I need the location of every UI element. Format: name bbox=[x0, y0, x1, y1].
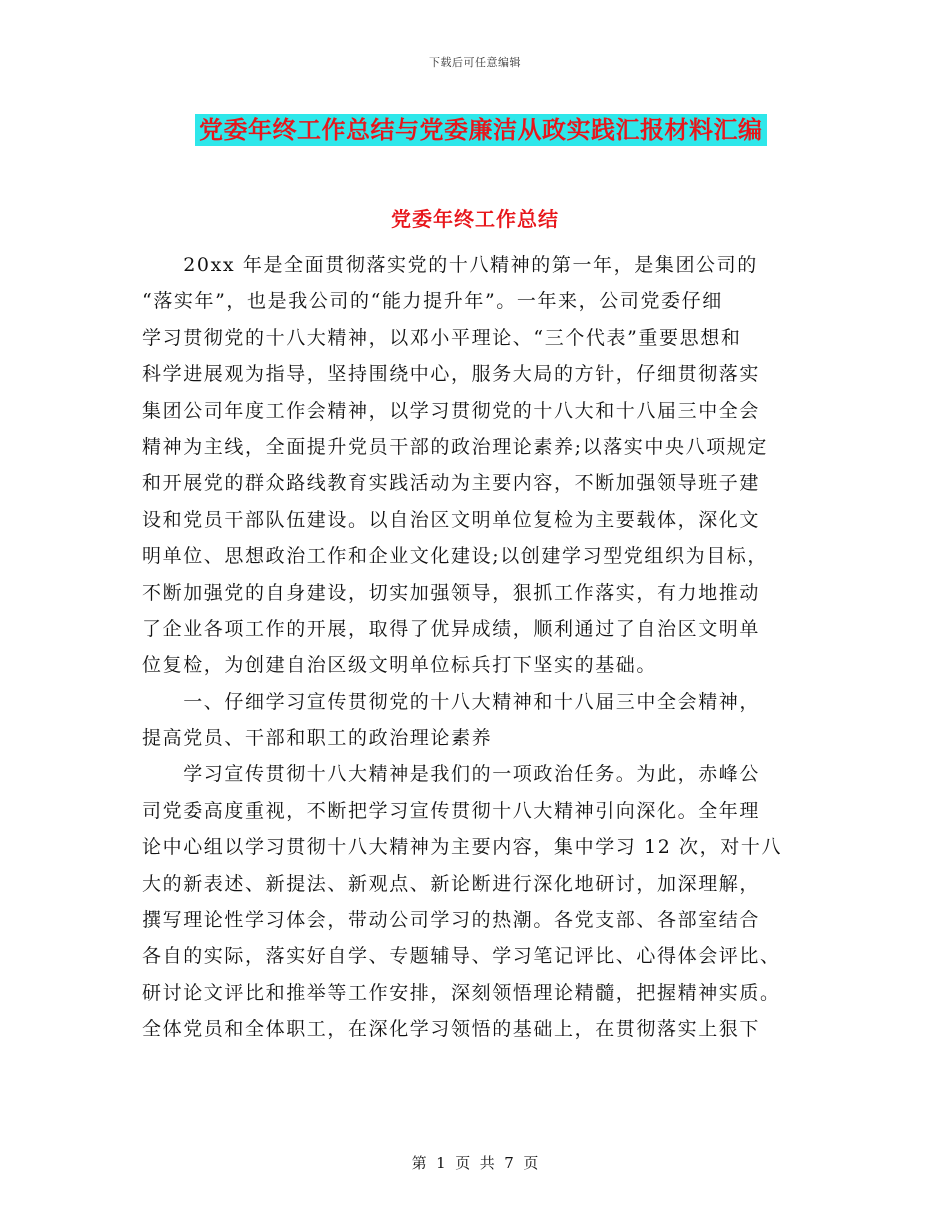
body-line: 了企业各项工作的开展，取得了优异成绩，顺利通过了自治区文明单 bbox=[142, 617, 761, 640]
body-line: 研讨论文评比和推举等工作安排，深刻领悟理论精髓，把握精神实质。 bbox=[142, 981, 781, 1004]
body-line: 和开展党的群众路线教育实践活动为主要内容，不断加强领导班子建 bbox=[142, 472, 761, 495]
body-line: 学习宣传贯彻十八大精神是我们的一项政治任务。为此，赤峰公 bbox=[142, 763, 761, 786]
body-line: 明单位、思想政治工作和企业文化建设;以创建学习型党组织为目标， bbox=[142, 545, 769, 568]
body-line: 全体党员和全体职工，在深化学习领悟的基础上，在贯彻落实上狠下 bbox=[142, 1018, 761, 1041]
body-line: 集团公司年度工作会精神，以学习贯彻党的十八大和十八届三中全会 bbox=[142, 399, 761, 422]
body-line: 论中心组以学习贯彻十八大精神为主要内容，集中学习 12 次，对十八 bbox=[142, 836, 783, 859]
body-line: 学习贯彻党的十八大精神，以邓小平理论、“三个代表”重要思想和 bbox=[142, 326, 742, 349]
body-line: 精神为主线，全面提升党员干部的政治理论素养;以落实中央八项规定 bbox=[142, 435, 769, 458]
body-line: 撰写理论性学习体会，带动公司学习的热潮。各党支部、各部室结合 bbox=[142, 909, 761, 932]
body-line: “落实年”，也是我公司的“能力提升年”。一年来，公司党委仔细 bbox=[142, 290, 723, 313]
body-line: 各自的实际，落实好自学、专题辅导、学习笔记评比、心得体会评比、 bbox=[142, 945, 781, 968]
body-text bbox=[142, 247, 812, 1048]
page-number: 第 1 页 共 7 页 bbox=[411, 1154, 539, 1172]
body-line: 不断加强党的自身建设，切实加强领导，狠抓工作落实，有力地推动 bbox=[142, 581, 761, 604]
body-line: 提高党员、干部和职工的政治理论素养 bbox=[142, 727, 493, 750]
body-line: 一、仔细学习宣传贯彻党的十八大精神和十八届三中全会精神， bbox=[142, 690, 761, 713]
document-title-highlight bbox=[195, 114, 767, 146]
section-title: 党委年终工作总结 bbox=[391, 207, 559, 231]
body-line: 20xx 年是全面贯彻落实党的十八精神的第一年，是集团公司的 bbox=[142, 254, 758, 276]
body-line: 设和党员干部队伍建设。以自治区文明单位复检为主要载体，深化文 bbox=[142, 508, 761, 531]
page-header-note: 下载后可任意编辑 bbox=[429, 56, 521, 69]
body-line: 大的新表述、新提法、新观点、新论断进行深化地研讨，加深理解， bbox=[142, 872, 761, 895]
body-line: 科学进展观为指导，坚持围绕中心，服务大局的方针，仔细贯彻落实 bbox=[142, 363, 761, 386]
document-title: 党委年终工作总结与党委廉洁从政实践汇报材料汇编 bbox=[199, 116, 763, 144]
body-line: 位复检，为创建自治区级文明单位标兵打下坚实的基础。 bbox=[142, 654, 658, 677]
body-line: 司党委高度重视，不断把学习宣传贯彻十八大精神引向深化。全年理 bbox=[142, 799, 761, 822]
